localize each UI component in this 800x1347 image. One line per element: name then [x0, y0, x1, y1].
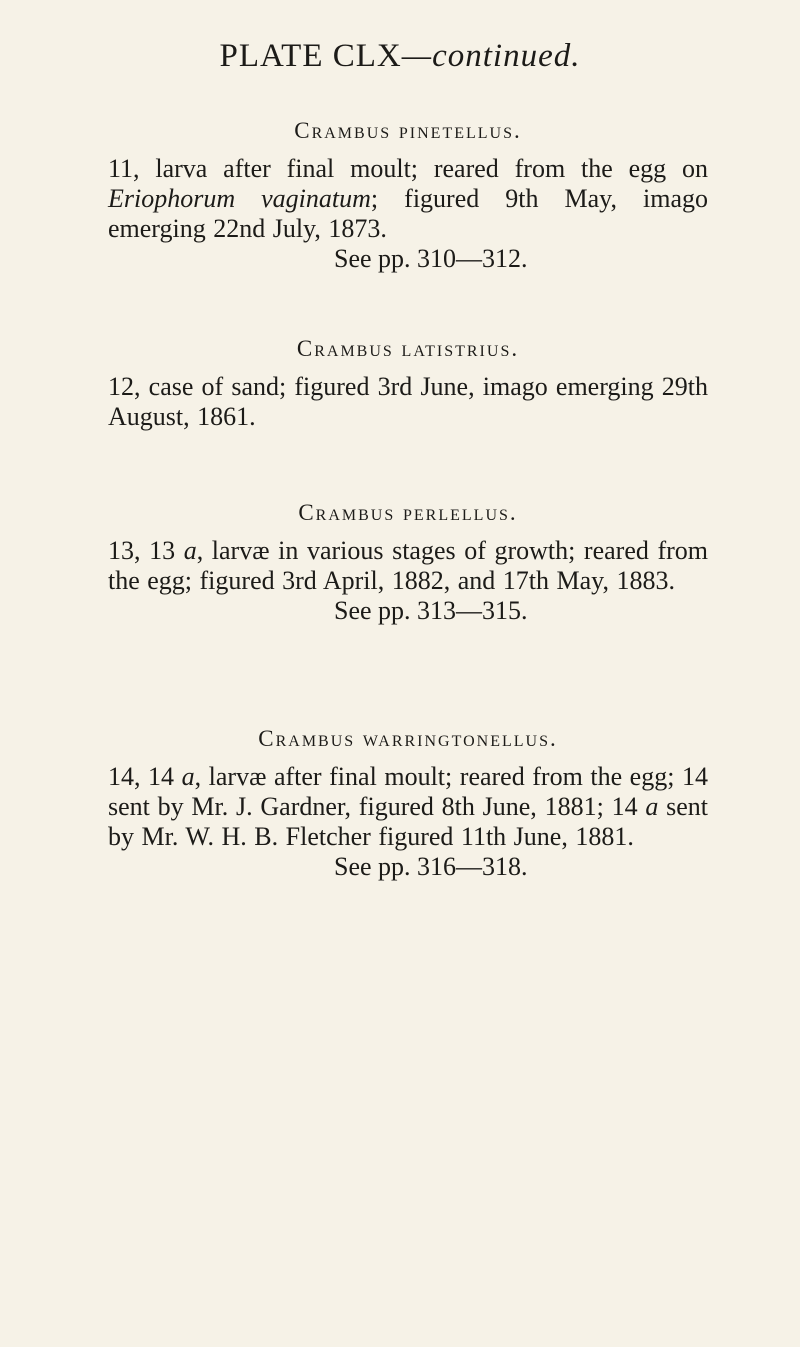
section-heading: Crambus latistrius. — [296, 336, 520, 361]
section-description: 13, 13 a, larvæ in various stages of growth; reared from the egg; figured 3rd April, 1882, and 17th May, 1883. — [108, 536, 708, 595]
section-description: 14, 14 a, larvæ after final moult; reared from the egg; 14 sent by Mr. J. Gardner, figured 8th June, 1881; 14 a sent by Mr. W. H. B. Fletcher figured 11th June, 1881. — [108, 762, 708, 851]
figure-letter-italic: a — [181, 762, 195, 791]
figure-letter-italic: a — [183, 536, 197, 565]
species-name-italic: Eriophorum vaginatum — [108, 184, 371, 213]
section-crambus-latistrius — [108, 336, 708, 432]
section-description: 11, larva after final moult; reared from the egg on Eriophorum vaginatum; figured 9th May, imago emerging 22nd July, 1873. — [108, 154, 709, 243]
page-reference: See pp. 316—318. — [334, 852, 528, 881]
section-crambus-warringtonellus — [108, 726, 708, 882]
page-reference: See pp. 313—315. — [334, 596, 528, 625]
figure-letter-italic: a — [645, 792, 659, 821]
page-reference: See pp. 310—312. — [334, 244, 528, 273]
section-heading: Crambus perlellus. — [298, 500, 518, 525]
section-crambus-perlellus — [108, 500, 708, 626]
section-description: 12, case of sand; figured 3rd June, imago emerging 29th August, 1861. — [108, 372, 708, 431]
plate-title-main: PLATE CLX — [219, 38, 402, 74]
plate-title — [0, 38, 800, 75]
section-crambus-pinetellus — [108, 118, 708, 274]
section-heading: Crambus warringtonellus. — [258, 726, 558, 751]
plate-title-continued: —continued. — [401, 38, 581, 74]
section-heading: Crambus pinetellus. — [294, 118, 522, 143]
